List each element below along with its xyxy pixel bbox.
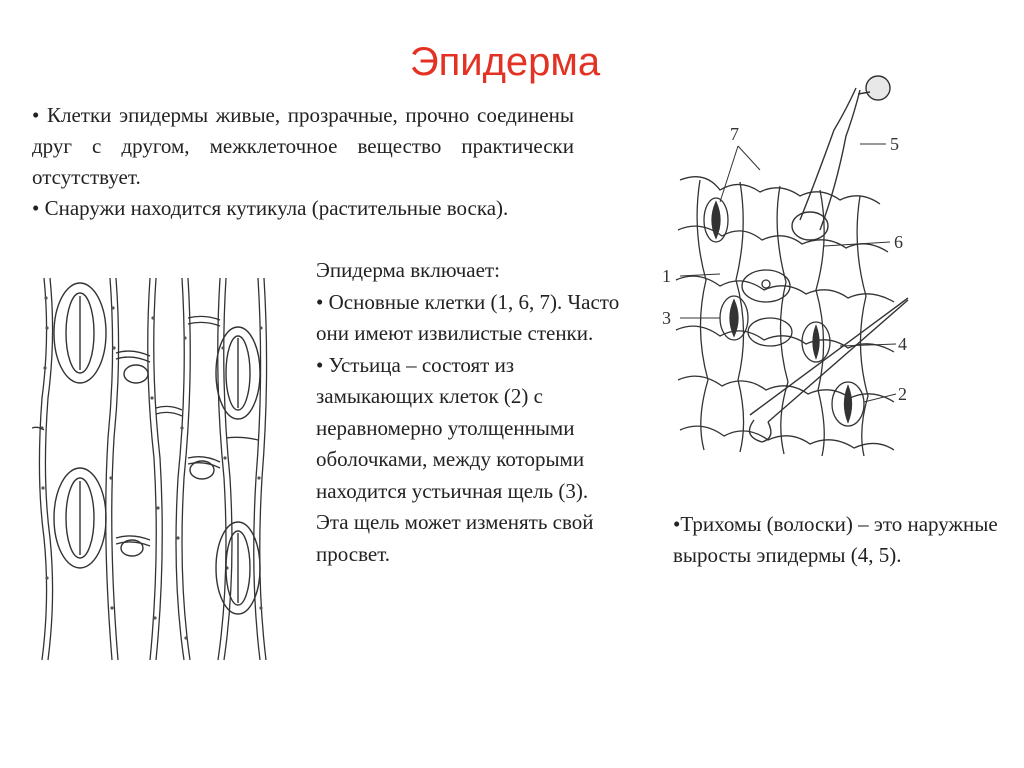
includes-bullet-basic-cells: • Основные клетки (1, 6, 7). Часто они имеют извилистые стенки. bbox=[316, 289, 620, 345]
trichomes-bullet: •Трихомы (волоски) – это наружные выросты эпидермы (4, 5). bbox=[673, 512, 998, 567]
figure-label-2: 2 bbox=[898, 384, 907, 404]
trichomes-text bbox=[673, 509, 1013, 571]
intro-bullet-cells: • Клетки эпидермы живые, прозрачные, прочно соединены друг с другом, межклеточное вещество практически отсутствует. bbox=[32, 103, 574, 189]
figure-label-3: 3 bbox=[662, 308, 671, 328]
intro-bullet-cuticle: • Снаружи находится кутикула (растительные воска). bbox=[32, 196, 509, 220]
figure-label-7: 7 bbox=[730, 124, 739, 144]
figure-label-6: 6 bbox=[894, 232, 903, 252]
figure-label-4: 4 bbox=[898, 334, 907, 354]
slide-title: Эпидерма bbox=[409, 40, 601, 84]
dicot-epidermis-figure bbox=[650, 70, 920, 470]
includes-heading: Эпидерма включает: bbox=[316, 258, 500, 282]
epidermis-includes-text bbox=[316, 255, 624, 570]
includes-bullet-stomata: • Устьица – состоят из замыкающих клеток (2) с неравномерно утолщенными оболочками, между которыми находится устьичная щель (3). Эта щель может изменять свой просвет. bbox=[316, 352, 594, 566]
figure-label-5: 5 bbox=[890, 134, 899, 154]
figure-label-1: 1 bbox=[662, 266, 671, 286]
intro-text bbox=[32, 100, 574, 224]
monocot-epidermis-figure bbox=[32, 278, 272, 660]
